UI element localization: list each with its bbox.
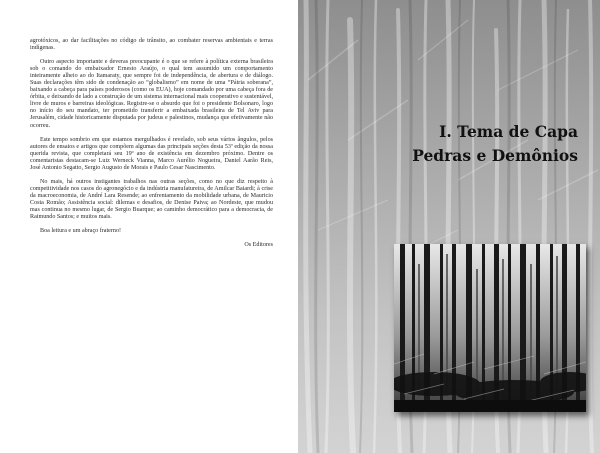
- paragraph: Boa leitura e um abraço fraterno!: [40, 228, 122, 235]
- section-title-line-1: I. Tema de Capa: [439, 122, 578, 141]
- paragraph: agrotóxicos, ao dar facilitações no código de trânsito, ao combater reservas ambientais e terras indígenas.: [30, 38, 273, 52]
- section-title: [412, 120, 578, 168]
- paragraph: Outro aspecto importante e deveras preocupante é o que se refere à política externa brasileira sob o comando do embaixador Ernesto Araújo, o qual tem assumido um comportamento inteiramente alheio ao do Itamaraty, que sempre foi de independência, de abertura e de diálogo. Suas declarações têm sido de condenação ao “globalismo” em nome de uma “Pátria soberana”, baixando a cabeça para países poderosos (como os EUA), hoje comandado por uma cabeça fora de órbita, e deixando de lado a construção de um sistema internacional mais cooperativo e sustentável, livre de muros e barreiras ideológicas. Registre-se o absurdo que foi o presidente Bolsonaro, logo no início do seu mandato, ter prometido transferir a embaixada brasileira de Tel Aviv para Jerusalém, cidade historicamente disputada por judeus e palestinos, mudança que efetivamente não ocorreu.: [30, 59, 273, 129]
- signature: Os Editores: [244, 242, 273, 249]
- left-page: [0, 0, 298, 453]
- body-text: [30, 38, 273, 256]
- section-title-line-2: Pedras e Demônios: [412, 146, 578, 165]
- paragraph: No mais, há outros instigantes trabalhos nas outras seções, como no que diz respeito à competitividade nos casos do agronegócio e da indústria manufatureira, de Amilcar Baiardi; à crise da macroeconomia, de André Lara Resende; ao enfrentamento da mobilidade urbana, de Mauricio Costa Romão; Assistência social: dilemas e desafios, de Denise Paiva; ao Nordeste, que mudou mas continua no mesmo lugar, de Sergio Buarque; ao caminho democrático para a democracia, de Raimundo Santos; e muitos mais.: [30, 178, 273, 221]
- paragraph: Este tempo sombrio em que estamos mergulhados é revelado, sob seus vários ângulos, pelos autores de ensaios e artigos que compõem algumas das principais seções desta 53ª edição da nossa querida revista, que completará seu 19º ano de existência em dezembro próximo. Dentre os comentaristas destacam-se Luiz Werneck Vianna, Marco Aurélio Nogueira, Daniel Aarão Reis, José Antonio Segatto, Sergio Augusto de Morais e Paulo Cesar Nascimento.: [30, 136, 273, 171]
- forest-illustration: [394, 244, 586, 412]
- right-page: [298, 0, 600, 453]
